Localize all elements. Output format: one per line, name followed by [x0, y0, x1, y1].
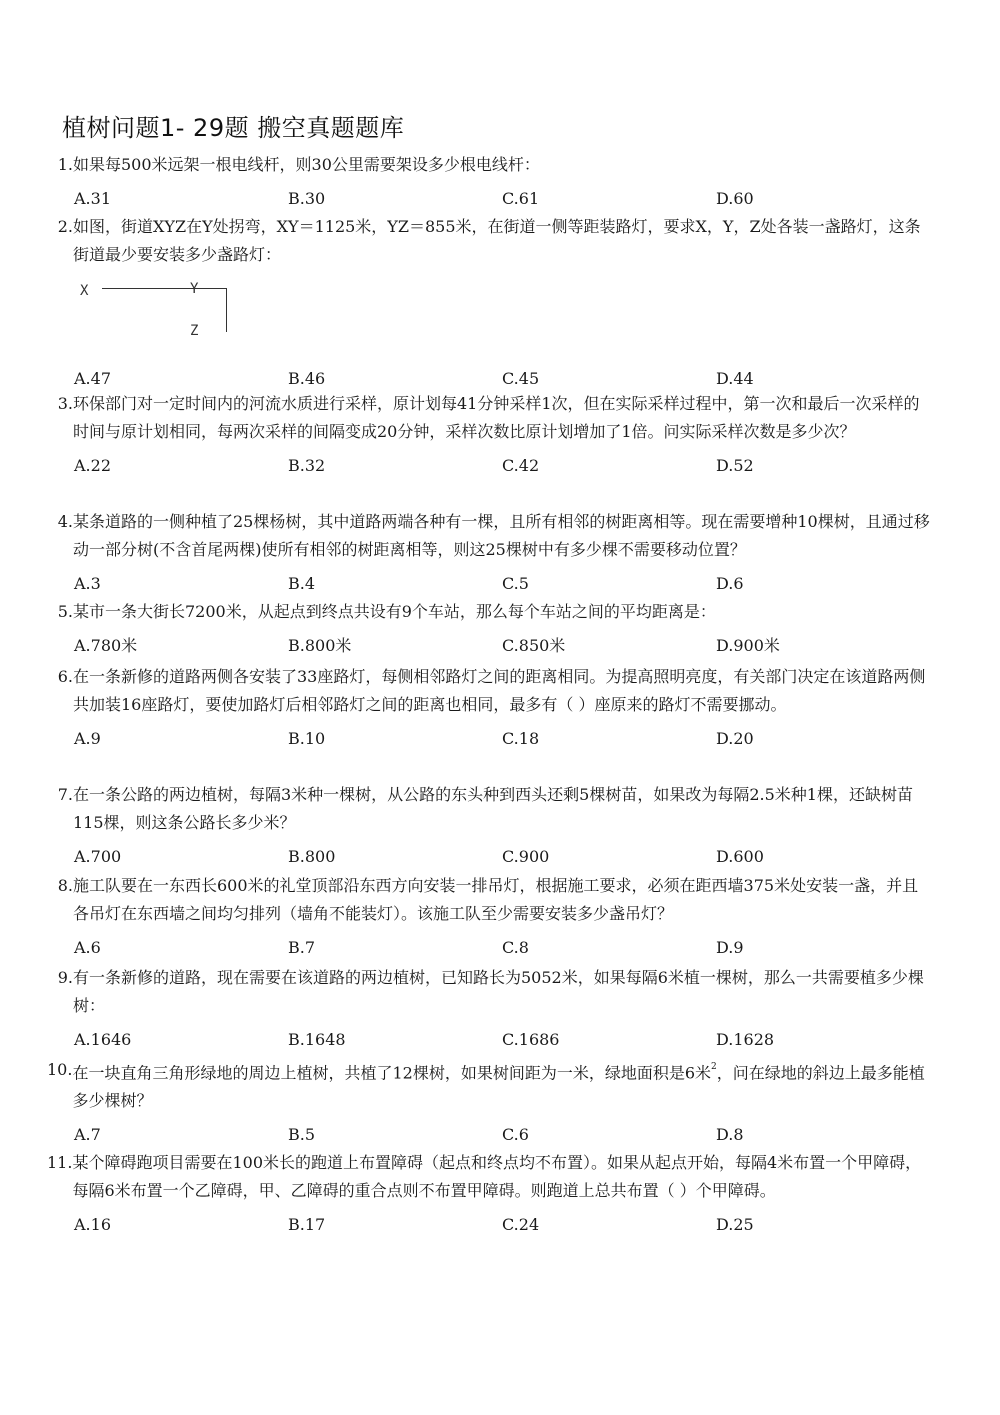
option-a: A.1646: [74, 1030, 132, 1049]
option-a: A.9: [74, 729, 101, 748]
area-unit-superscript: 2: [711, 1062, 717, 1072]
question-1: [56, 151, 930, 211]
option-c: C.850米: [502, 636, 566, 655]
option-d: D.900米: [716, 636, 780, 655]
option-a: A.47: [74, 369, 111, 388]
option-a: A.31: [74, 189, 111, 208]
option-a: A.780米: [74, 636, 138, 655]
option-a: A.7: [74, 1125, 101, 1145]
question-number: 9.: [57, 968, 73, 987]
question-number: 8.: [57, 876, 73, 895]
option-a: A.16: [74, 1215, 111, 1234]
option-d: D.60: [716, 189, 754, 208]
question-10: [47, 1056, 930, 1147]
option-b: B.7: [288, 938, 316, 957]
option-c: C.18: [502, 729, 540, 748]
option-c: C.45: [502, 369, 540, 388]
option-d: D.8: [716, 1125, 744, 1145]
diagram-label-y: Y: [190, 281, 199, 297]
segment-yz: [226, 288, 227, 332]
question-11: [47, 1149, 930, 1237]
question-2: [56, 213, 930, 391]
question-text: 施工队要在一东西长600米的礼堂顶部沿东西方向安装一排吊灯，根据施工要求，必须在距西墙375米处安装一盏，并且各吊灯在东西墙之间均匀排列（墙角不能装灯）。该施工队至少需要安装多少盏吊灯？: [73, 876, 919, 923]
question-text: 在一条新修的道路两侧各安装了33座路灯，每侧相邻路灯之间的距离相同。为提高照明亮度，有关部门决定在该道路两侧共加装16座路灯，要使加路灯后相邻路灯之间的距离也相同，最多有（ ）座原来的路灯不需要挪动。: [73, 667, 926, 714]
question-number: 3.: [57, 394, 73, 413]
option-b: B.30: [288, 189, 326, 208]
option-b: B.4: [288, 574, 316, 593]
question-text: 环保部门对一定时间内的河流水质进行采样，原计划每41分钟采样1次，但在实际采样过程中，第一次和最后一次采样的时间与原计划相同，每两次采样的间隔变成20分钟，采样次数比原计划增加了1倍。问实际采样次数是多少次？: [73, 394, 920, 441]
option-b: B.32: [288, 456, 326, 475]
option-d: D.52: [716, 456, 754, 475]
diagram-label-z: Z: [190, 323, 199, 339]
option-d: D.600: [716, 847, 764, 866]
question-8: [56, 872, 930, 960]
option-c: C.8: [502, 938, 529, 957]
option-b: B.800: [288, 847, 336, 866]
question-text: 某市一条大街长7200米，从起点到终点共设有9个车站，那么每个车站之间的平均距离是：: [73, 602, 716, 621]
segment-xy: [102, 288, 226, 289]
option-d: D.1628: [716, 1030, 775, 1049]
option-b: B.5: [288, 1125, 316, 1145]
option-b: B.10: [288, 729, 326, 748]
diagram-label-x: X: [80, 283, 89, 299]
option-c: C.900: [502, 847, 550, 866]
question-text-part-1: 在一块直角三角形绿地的周边上植树，共植了12棵树，如果树间距为一米，绿地面积是6米: [72, 1063, 711, 1083]
question-number: 4.: [57, 512, 73, 531]
question-number: 6.: [57, 667, 73, 686]
option-c: C.24: [502, 1215, 540, 1234]
option-c: C.61: [502, 189, 540, 208]
option-b: B.46: [288, 369, 326, 388]
option-c: C.42: [502, 456, 540, 475]
option-c: C.5: [502, 574, 529, 593]
page-title: 植树问题1- 29题 搬空真题题库: [62, 114, 405, 142]
option-d: D.25: [716, 1215, 754, 1234]
option-b: B.800米: [288, 636, 352, 655]
question-number: 10.: [47, 1060, 73, 1079]
option-d: D.6: [716, 574, 744, 593]
option-b: B.17: [288, 1215, 326, 1234]
question-text: 在一条公路的两边植树，每隔3米种一棵树，从公路的东头种到西头还剩5棵树苗，如果改为每隔2.5米种1棵，还缺树苗115棵，则这条公路长多少米？: [73, 785, 913, 832]
question-number: 1.: [57, 155, 73, 174]
question-text-part-2: ，问在绿地的斜边上最多能植多少棵树？: [72, 1063, 925, 1111]
option-a: A.3: [74, 574, 101, 593]
question-number: 11.: [47, 1153, 73, 1172]
option-d: D.44: [716, 369, 754, 388]
option-a: A.6: [74, 938, 101, 957]
question-3: [56, 390, 930, 478]
question-text: [72, 1056, 930, 1115]
question-text: 某条道路的一侧种植了25棵杨树，其中道路两端各种有一棵，且所有相邻的树距离相等。现在需要增种10棵树，且通过移动一部分树(不含首尾两棵)使所有相邻的树距离相等，则这25棵树中有多少棵不需要移动位置？: [73, 512, 930, 559]
question-number: 7.: [57, 785, 73, 804]
option-b: B.1648: [288, 1030, 346, 1049]
question-5: [56, 598, 930, 658]
question-number: 5.: [57, 602, 73, 621]
option-d: D.20: [716, 729, 754, 748]
question-text: 某个障碍跑项目需要在100米长的跑道上布置障碍（起点和终点均不布置）。如果从起点开始，每隔4米布置一个甲障碍，每隔6米布置一个乙障碍，甲、乙障碍的重合点则不布置甲障碍。则跑道上总共布置（ ）个甲障碍。: [72, 1153, 922, 1200]
option-c: C.6: [502, 1125, 529, 1145]
question-text: 有一条新修的道路，现在需要在该道路的两边植树，已知路长为5052米，如果每隔6米植一棵树，那么一共需要植多少棵树：: [73, 968, 924, 1015]
question-6: [56, 663, 930, 751]
question-number: 2.: [57, 217, 73, 236]
option-c: C.1686: [502, 1030, 560, 1049]
question-4: [56, 508, 930, 596]
question-text: 如果每500米远架一根电线杆，则30公里需要架设多少根电线杆：: [73, 155, 540, 174]
question-text: 如图，街道XYZ在Y处拐弯，XY＝1125米，YZ＝855米，在街道一侧等距装路灯，要求X，Y，Z处各装一盏路灯，这条街道最少要安装多少盏路灯：: [73, 217, 921, 264]
street-diagram: [74, 271, 930, 367]
option-a: A.700: [74, 847, 122, 866]
question-9: [56, 964, 930, 1052]
question-7: [56, 781, 930, 869]
option-a: A.22: [74, 456, 111, 475]
option-d: D.9: [716, 938, 744, 957]
